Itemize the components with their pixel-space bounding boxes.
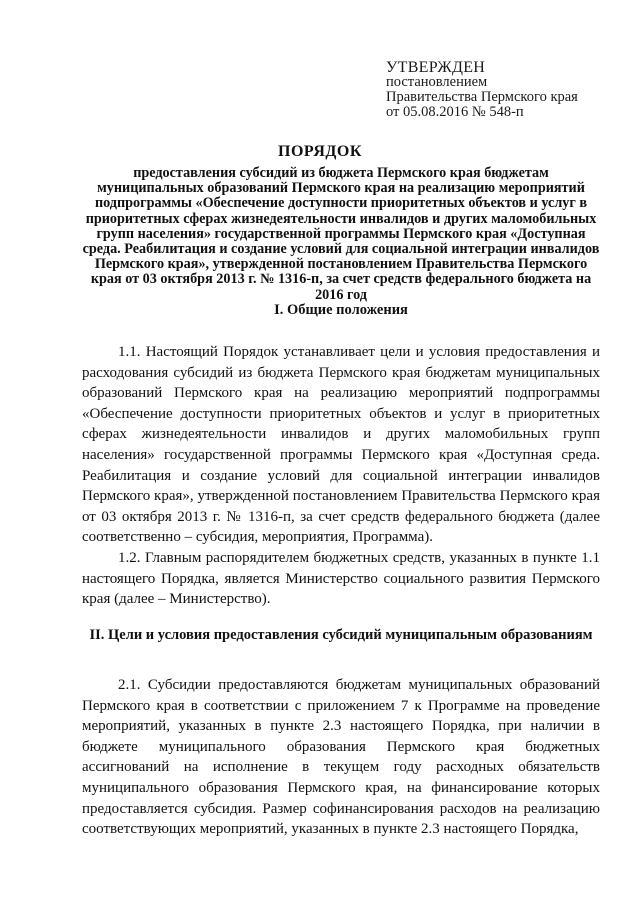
approval-line-1: постановлением [386, 74, 488, 90]
paragraph-2-1: 2.1. Субсидии предоставляются бюджетам муниципальных образований Пермского края в соответствии с приложением 7 к Программе на проведение мероприятий, указанных в пункте 2.3 настоящего Порядка, при наличии в бюджете муниципального образования Пермского края бюджетных ассигнований на исполнение в текущем году расходных обязательств муниципального образования Пермского края, на финансирование которых предоставляется субсидия. Размер софинансирования расходов на реализацию соответствующих мероприятий, указанных в пункте 2.3 настоящего Порядка, [82, 677, 600, 838]
section-body-general [82, 342, 600, 610]
approval-status: УТВЕРЖДЕН [386, 59, 486, 76]
approval-line-3: от 05.08.2016 № 548-п [386, 104, 524, 120]
section-body-goals [82, 675, 600, 840]
section-heading-general: I. Общие положения [274, 302, 408, 318]
paragraph-1-2: 1.2. Главным распорядителем бюджетных средств, указанных в пункте 1.1 настоящего Порядка, является Министерство социального развития Пермского края (далее – Министерство). [82, 549, 600, 608]
document-subtitle: предоставления субсидий из бюджета Пермского края бюджетам муниципальных образований Пермского края на реализацию мероприятий подпрограммы «Обеспечение доступности приоритетных объектов и услуг в приоритетных сферах жизнедеятельности инвалидов и других маломобильных групп населения» государственной программы Пермского края «Доступная среда. Реабилитация и создание условий для социальной интеграции инвалидов Пермского края», утвержденной постановлением Правительства Пермского края от 03 октября 2013 г. № 1316-п, за счет средств федерального бюджета на 2016 год [82, 165, 600, 303]
document-title: ПОРЯДОК [278, 143, 362, 160]
paragraph-1-1: 1.1. Настоящий Порядок устанавливает цели и условия предоставления и расходования субсидий из бюджета Пермского края бюджетам муниципальных образований Пермского края на реализацию мероприятий подпрограммы «Обеспечение доступности приоритетных объектов и услуг в приоритетных сферах жизнедеятельности инвалидов и других маломобильных групп населения» государственной программы Пермского края «Доступная среда. Реабилитация и создание условий для социальной интеграции инвалидов Пермского края», утвержденной постановлением Правительства Пермского края от 03 октября 2013 г. № 1316-п, за счет средств федерального бюджета (далее соответственно – субсидия, мероприятия, Программа). [82, 344, 600, 546]
section-heading-goals: II. Цели и условия предоставления субсидий муниципальным образованиям [89, 627, 593, 643]
approval-stamp [386, 60, 578, 120]
approval-line-2: Правительства Пермского края [386, 89, 578, 105]
